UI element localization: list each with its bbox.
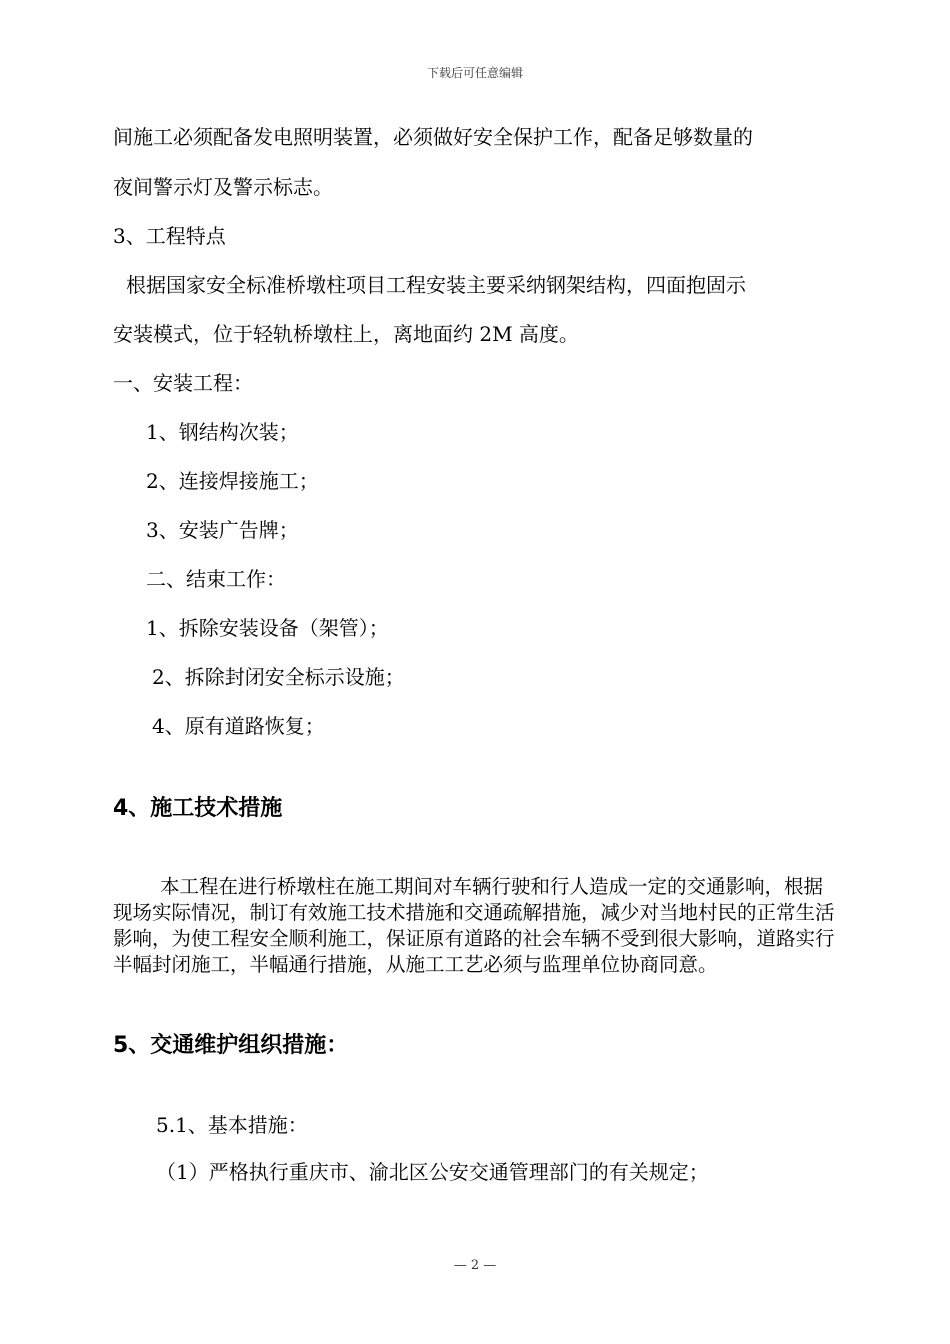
- section-3-title: 3、工程特点: [113, 224, 226, 248]
- section-4-text: 本工程在进行桥墩柱在施工期间对车辆行驶和行人造成一定的交通影响，根据现场实际情况，制订有效施工技术措施和交通疏解措施，减少对当地村民的正常生活影响，为使工程安全顺利施工，保证原有道路的社会车辆不受到很大影响，道路实行半幅封闭施工，半幅通行措施，从施工工艺必须与监理单位协商同意。: [113, 875, 835, 976]
- list-item: 4、原有道路恢复；: [152, 714, 325, 738]
- section-4-title: 4、施工技术措施: [113, 796, 283, 821]
- list-item: 2、拆除封闭安全标示设施；: [152, 665, 405, 689]
- list-item: 3、安装广告牌；: [146, 518, 299, 542]
- list-item: （1）严格执行重庆市、渝北区公安交通管理部门的有关规定；: [156, 1160, 709, 1184]
- page-header: 下载后可任意编辑: [426, 66, 523, 80]
- page-number: — 2 —: [453, 1258, 497, 1273]
- section-4-paragraph: [113, 874, 839, 978]
- body-line: 夜间警示灯及警示标志。: [113, 175, 333, 199]
- list-item: 2、连接焊接施工；: [146, 469, 319, 493]
- list-item: 1、钢结构次装；: [146, 420, 299, 444]
- section-5-title: 5、交通维护组织措施：: [113, 1033, 349, 1058]
- list-heading: 二、结束工作：: [146, 567, 286, 591]
- subsection-title: 5.1、基本措施：: [156, 1113, 308, 1137]
- list-item: 1、拆除安装设备（架管）；: [146, 616, 389, 640]
- body-line: 间施工必须配备发电照明装置，必须做好安全保护工作，配备足够数量的: [113, 125, 753, 149]
- body-line: 安装模式，位于轻轨桥墩柱上，离地面约 2M 高度。: [113, 322, 579, 346]
- list-heading: 一、安装工程：: [113, 371, 253, 395]
- body-line: 根据国家安全标准桥墩柱项目工程安装主要采纳钢架结构，四面抱固示: [126, 273, 746, 297]
